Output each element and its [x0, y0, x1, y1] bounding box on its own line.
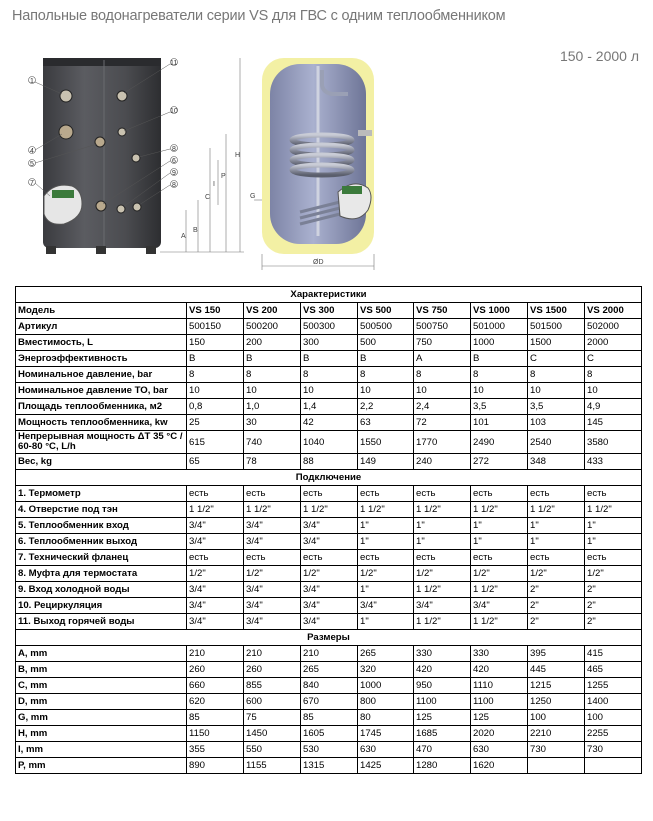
cell-value: 100 [528, 710, 585, 726]
cell-value: 1685 [414, 726, 471, 742]
cell-value: 10 [244, 383, 301, 399]
cell-value: 730 [528, 742, 585, 758]
cell-value: 260 [187, 662, 244, 678]
cell-value: VS 500 [358, 303, 414, 319]
cell-value: есть [528, 486, 585, 502]
table-row [16, 694, 642, 710]
row-label: Энергоэффективность [16, 351, 187, 367]
cell-value: есть [585, 550, 642, 566]
cell-value: 1" [414, 534, 471, 550]
row-label: H, mm [16, 726, 187, 742]
cell-value: 3/4" [301, 518, 358, 534]
cell-value: 348 [528, 454, 585, 470]
dim-g-label: G [250, 193, 256, 200]
cell-value: 1" [471, 518, 528, 534]
row-label: G, mm [16, 710, 187, 726]
table-row [16, 383, 642, 399]
row-label: Артикул [16, 319, 187, 335]
cell-value: 10 [528, 383, 585, 399]
cell-value: 530 [301, 742, 358, 758]
cell-value: 265 [358, 646, 414, 662]
cell-value: 550 [244, 742, 301, 758]
cell-value: 740 [244, 431, 301, 454]
cell-value: есть [301, 550, 358, 566]
cell-value: 101 [471, 415, 528, 431]
row-label: 7. Технический фланец [16, 550, 187, 566]
cell-value: есть [301, 486, 358, 502]
table-row [16, 582, 642, 598]
cell-value: 501500 [528, 319, 585, 335]
cell-value: 1315 [301, 758, 358, 774]
cell-value: 3,5 [471, 399, 528, 415]
svg-text:11: 11 [170, 60, 178, 67]
cell-value: 2210 [528, 726, 585, 742]
cell-value: VS 150 [187, 303, 244, 319]
cell-value: есть [187, 486, 244, 502]
cell-value: 750 [414, 335, 471, 351]
cell-value: 500750 [414, 319, 471, 335]
table-row [16, 566, 642, 582]
cell-value: 500300 [301, 319, 358, 335]
row-label: Модель [16, 303, 187, 319]
cell-value: 1/2" [187, 566, 244, 582]
cell-value: 3/4" [187, 518, 244, 534]
cell-value: 1450 [244, 726, 301, 742]
cell-value: B [358, 351, 414, 367]
page-title: Напольные водонагреватели серии VS для ГВС с одним теплообменником [12, 8, 506, 24]
cell-value: 3/4" [187, 614, 244, 630]
cell-value: есть [585, 486, 642, 502]
row-label: 8. Муфта для термостата [16, 566, 187, 582]
cell-value: 800 [358, 694, 414, 710]
table-row [16, 646, 642, 662]
table-row [16, 399, 642, 415]
cell-value: есть [244, 550, 301, 566]
cell-value: B [187, 351, 244, 367]
cell-value: 2" [528, 582, 585, 598]
table-row [16, 662, 642, 678]
dim-d-label: ØD [313, 259, 324, 266]
cell-value: VS 300 [301, 303, 358, 319]
cell-value: 3/4" [244, 582, 301, 598]
cell-value: 200 [244, 335, 301, 351]
cell-value: 2,2 [358, 399, 414, 415]
cell-value: 210 [301, 646, 358, 662]
cell-value: 500500 [358, 319, 414, 335]
cell-value: 1" [414, 518, 471, 534]
cell-value: 433 [585, 454, 642, 470]
cell-value: 65 [187, 454, 244, 470]
cell-value: 501000 [471, 319, 528, 335]
dim-i-label: I [213, 181, 215, 188]
cell-value: B [301, 351, 358, 367]
row-label: 5. Теплообменник вход [16, 518, 187, 534]
cell-value: 63 [358, 415, 414, 431]
cell-value: 100 [585, 710, 642, 726]
cell-value: 1 1/2" [358, 502, 414, 518]
cell-value: 1400 [585, 694, 642, 710]
cell-value: 4,9 [585, 399, 642, 415]
cell-value: 10 [414, 383, 471, 399]
cell-value: 1110 [471, 678, 528, 694]
cell-value: 470 [414, 742, 471, 758]
cell-value: 125 [414, 710, 471, 726]
table-row [16, 415, 642, 431]
cell-value: 320 [358, 662, 414, 678]
cell-value: 260 [244, 662, 301, 678]
cell-value: 3,5 [528, 399, 585, 415]
table-row [16, 367, 642, 383]
row-label: Вместимость, L [16, 335, 187, 351]
cell-value: 25 [187, 415, 244, 431]
table-row [16, 486, 642, 502]
cell-value: 1/2" [358, 566, 414, 582]
row-label: Номинальное давление, bar [16, 367, 187, 383]
cell-value: 240 [414, 454, 471, 470]
cell-value: 72 [414, 415, 471, 431]
row-label: Непрерывная мощность ΔT 35 °C / 60-80 °C, L/h [16, 431, 187, 454]
cell-value: 1,0 [244, 399, 301, 415]
cell-value: 1100 [414, 694, 471, 710]
cell-value: 445 [528, 662, 585, 678]
cell-value: 615 [187, 431, 244, 454]
cell-value: 1000 [471, 335, 528, 351]
dimension-lines [160, 58, 244, 252]
cell-value: 1/2" [301, 566, 358, 582]
cell-value: 8 [301, 367, 358, 383]
row-label: Вес, kg [16, 454, 187, 470]
cell-value: 8 [414, 367, 471, 383]
cell-value: 8 [358, 367, 414, 383]
cell-value: 500150 [187, 319, 244, 335]
svg-text:1: 1 [30, 78, 34, 85]
table-row [16, 518, 642, 534]
cell-value: 2490 [471, 431, 528, 454]
row-label: P, mm [16, 758, 187, 774]
svg-text:9: 9 [172, 170, 176, 177]
cell-value: 1 1/2" [471, 502, 528, 518]
cell-value: 3/4" [244, 534, 301, 550]
row-label: 1. Термометр [16, 486, 187, 502]
cell-value: 1,4 [301, 399, 358, 415]
cell-value: 10 [585, 383, 642, 399]
row-label: Номинальное давление ТО, bar [16, 383, 187, 399]
tank-drawings [0, 0, 653, 290]
cell-value: 8 [471, 367, 528, 383]
cell-value: VS 1500 [528, 303, 585, 319]
dim-h-label: H [235, 152, 241, 159]
cell-value: 3/4" [358, 598, 414, 614]
row-label: Мощность теплообменника, kw [16, 415, 187, 431]
cell-value: 670 [301, 694, 358, 710]
cell-value: есть [358, 550, 414, 566]
cell-value [585, 758, 642, 774]
table-row [16, 614, 642, 630]
cell-value: 1100 [471, 694, 528, 710]
cell-value: 125 [471, 710, 528, 726]
cell-value: 395 [528, 646, 585, 662]
cell-value: 2255 [585, 726, 642, 742]
connections-section-title: Подключение [16, 470, 642, 486]
cell-value: 8 [528, 367, 585, 383]
table-row [16, 502, 642, 518]
cell-value: 3/4" [301, 582, 358, 598]
table-header-row [16, 303, 642, 319]
cell-value: A [414, 351, 471, 367]
cell-value: 3/4" [187, 598, 244, 614]
cell-value: 2" [585, 582, 642, 598]
cell-value: 855 [244, 678, 301, 694]
cell-value: 1 1/2" [414, 502, 471, 518]
cell-value: 2,4 [414, 399, 471, 415]
cell-value: 103 [528, 415, 585, 431]
row-label: D, mm [16, 694, 187, 710]
cell-value: 1 1/2" [187, 502, 244, 518]
cell-value: 3580 [585, 431, 642, 454]
cell-value: 1/2" [585, 566, 642, 582]
cell-value: 1155 [244, 758, 301, 774]
table-row [16, 598, 642, 614]
svg-text:4: 4 [30, 148, 34, 155]
cell-value: 420 [414, 662, 471, 678]
svg-text:10: 10 [170, 108, 178, 115]
cell-value: B [471, 351, 528, 367]
cell-value: 85 [301, 710, 358, 726]
cell-value: 1 1/2" [528, 502, 585, 518]
table-row [16, 319, 642, 335]
cell-value: VS 200 [244, 303, 301, 319]
table-row [16, 742, 642, 758]
cell-value: 10 [471, 383, 528, 399]
cell-value: 330 [414, 646, 471, 662]
cell-value: 420 [471, 662, 528, 678]
svg-text:5: 5 [30, 161, 34, 168]
row-label: 11. Выход горячей воды [16, 614, 187, 630]
cell-value [528, 758, 585, 774]
cell-value: 1 1/2" [471, 582, 528, 598]
cell-value: 630 [471, 742, 528, 758]
cell-value: 3/4" [244, 614, 301, 630]
cell-value: 10 [358, 383, 414, 399]
cell-value: 2" [585, 614, 642, 630]
cell-value: VS 750 [414, 303, 471, 319]
dim-a-label: A [181, 233, 186, 240]
cell-value: 730 [585, 742, 642, 758]
row-label: A, mm [16, 646, 187, 662]
cell-value: 620 [187, 694, 244, 710]
table-row [16, 534, 642, 550]
cell-value: 1620 [471, 758, 528, 774]
cell-value: 3/4" [244, 518, 301, 534]
row-label: I, mm [16, 742, 187, 758]
dim-p-label: P [221, 173, 226, 180]
cell-value: 8 [244, 367, 301, 383]
cell-value: 3/4" [187, 582, 244, 598]
row-label: 9. Вход холодной воды [16, 582, 187, 598]
cell-value: 3/4" [301, 598, 358, 614]
table-row [16, 678, 642, 694]
cell-value: 630 [358, 742, 414, 758]
cell-value: 502000 [585, 319, 642, 335]
cell-value: 3/4" [244, 598, 301, 614]
cell-value: 1770 [414, 431, 471, 454]
cell-value: 272 [471, 454, 528, 470]
row-label: 4. Отверстие под тэн [16, 502, 187, 518]
cell-value: есть [187, 550, 244, 566]
cell-value: 2000 [585, 335, 642, 351]
cell-value: 10 [187, 383, 244, 399]
table-title: Характеристики [16, 287, 642, 303]
cell-value: 2020 [471, 726, 528, 742]
cell-value: 1215 [528, 678, 585, 694]
cell-value: 950 [414, 678, 471, 694]
cell-value: 1/2" [244, 566, 301, 582]
row-label: 10. Рециркуляция [16, 598, 187, 614]
cell-value: 355 [187, 742, 244, 758]
cell-value: 150 [187, 335, 244, 351]
cell-value: 330 [471, 646, 528, 662]
table-row [16, 550, 642, 566]
table-row [16, 758, 642, 774]
row-label: C, mm [16, 678, 187, 694]
cell-value: есть [414, 550, 471, 566]
cell-value: 3/4" [414, 598, 471, 614]
cell-value: B [244, 351, 301, 367]
cell-value: 1" [585, 534, 642, 550]
cell-value: есть [244, 486, 301, 502]
volume-range: 150 - 2000 л [559, 48, 639, 64]
table-row [16, 710, 642, 726]
cell-value: 80 [358, 710, 414, 726]
table-row [16, 431, 642, 454]
cell-value: VS 1000 [471, 303, 528, 319]
cell-value: 1 1/2" [244, 502, 301, 518]
cell-value: есть [358, 486, 414, 502]
cell-value: 88 [301, 454, 358, 470]
cell-value: 1745 [358, 726, 414, 742]
cell-value: есть [471, 550, 528, 566]
cell-value: 1" [358, 518, 414, 534]
cell-value: 500 [358, 335, 414, 351]
cell-value: 265 [301, 662, 358, 678]
cell-value: 500200 [244, 319, 301, 335]
cell-value: 3/4" [301, 614, 358, 630]
cell-value: 1" [528, 518, 585, 534]
cell-value: 8 [187, 367, 244, 383]
cell-value: есть [471, 486, 528, 502]
cell-value: 1 1/2" [301, 502, 358, 518]
cell-value: 1040 [301, 431, 358, 454]
cell-value: 1" [358, 582, 414, 598]
cell-value: 1255 [585, 678, 642, 694]
cell-value: 1" [471, 534, 528, 550]
table-row [16, 454, 642, 470]
svg-text:8: 8 [172, 182, 176, 189]
cell-value: 145 [585, 415, 642, 431]
table-row [16, 351, 642, 367]
dim-c-label: C [205, 194, 211, 201]
cell-value: 1000 [358, 678, 414, 694]
cell-value: 149 [358, 454, 414, 470]
cell-value: 0,8 [187, 399, 244, 415]
cell-value: 1" [528, 534, 585, 550]
svg-text:6: 6 [172, 158, 176, 165]
table-row [16, 726, 642, 742]
cell-value: 3/4" [187, 534, 244, 550]
cell-value: 1" [358, 534, 414, 550]
cell-value: 42 [301, 415, 358, 431]
cell-value: 210 [244, 646, 301, 662]
cell-value: 600 [244, 694, 301, 710]
cell-value: 1/2" [414, 566, 471, 582]
cell-value: 2" [528, 598, 585, 614]
cell-value: 1550 [358, 431, 414, 454]
table-row [16, 335, 642, 351]
cell-value: 1/2" [528, 566, 585, 582]
cell-value: 2" [585, 598, 642, 614]
cell-value: 2" [528, 614, 585, 630]
cell-value: 30 [244, 415, 301, 431]
cell-value: 2540 [528, 431, 585, 454]
cell-value: 8 [585, 367, 642, 383]
svg-text:8: 8 [172, 146, 176, 153]
cell-value: 300 [301, 335, 358, 351]
cell-value: 85 [187, 710, 244, 726]
cell-value: 415 [585, 646, 642, 662]
cell-value: 210 [187, 646, 244, 662]
cell-value: 10 [301, 383, 358, 399]
dim-b-label: B [193, 227, 198, 234]
svg-text:7: 7 [30, 180, 34, 187]
cell-value: есть [414, 486, 471, 502]
specifications-table [15, 286, 642, 774]
cell-value: VS 2000 [585, 303, 642, 319]
cell-value: 75 [244, 710, 301, 726]
cell-value: 1 1/2" [414, 582, 471, 598]
cell-value: 1150 [187, 726, 244, 742]
cell-value: C [528, 351, 585, 367]
tank-cutaway-view [250, 58, 374, 270]
cell-value: 1 1/2" [414, 614, 471, 630]
cell-value: 840 [301, 678, 358, 694]
cell-value: 660 [187, 678, 244, 694]
cell-value: 3/4" [301, 534, 358, 550]
cell-value: 1 1/2" [471, 614, 528, 630]
cell-value: 1250 [528, 694, 585, 710]
row-label: 6. Теплообменник выход [16, 534, 187, 550]
row-label: Площадь теплообменника, м2 [16, 399, 187, 415]
row-label: B, mm [16, 662, 187, 678]
cell-value: 1/2" [471, 566, 528, 582]
dimensions-section-title: Размеры [16, 630, 642, 646]
cell-value: C [585, 351, 642, 367]
cell-value: 1" [585, 518, 642, 534]
cell-value: 1" [358, 614, 414, 630]
cell-value: 1425 [358, 758, 414, 774]
cell-value: 1 1/2" [585, 502, 642, 518]
cell-value: 1280 [414, 758, 471, 774]
cell-value: 3/4" [471, 598, 528, 614]
cell-value: 465 [585, 662, 642, 678]
cell-value: 1500 [528, 335, 585, 351]
cell-value: есть [528, 550, 585, 566]
cell-value: 78 [244, 454, 301, 470]
cell-value: 890 [187, 758, 244, 774]
cell-value: 1605 [301, 726, 358, 742]
